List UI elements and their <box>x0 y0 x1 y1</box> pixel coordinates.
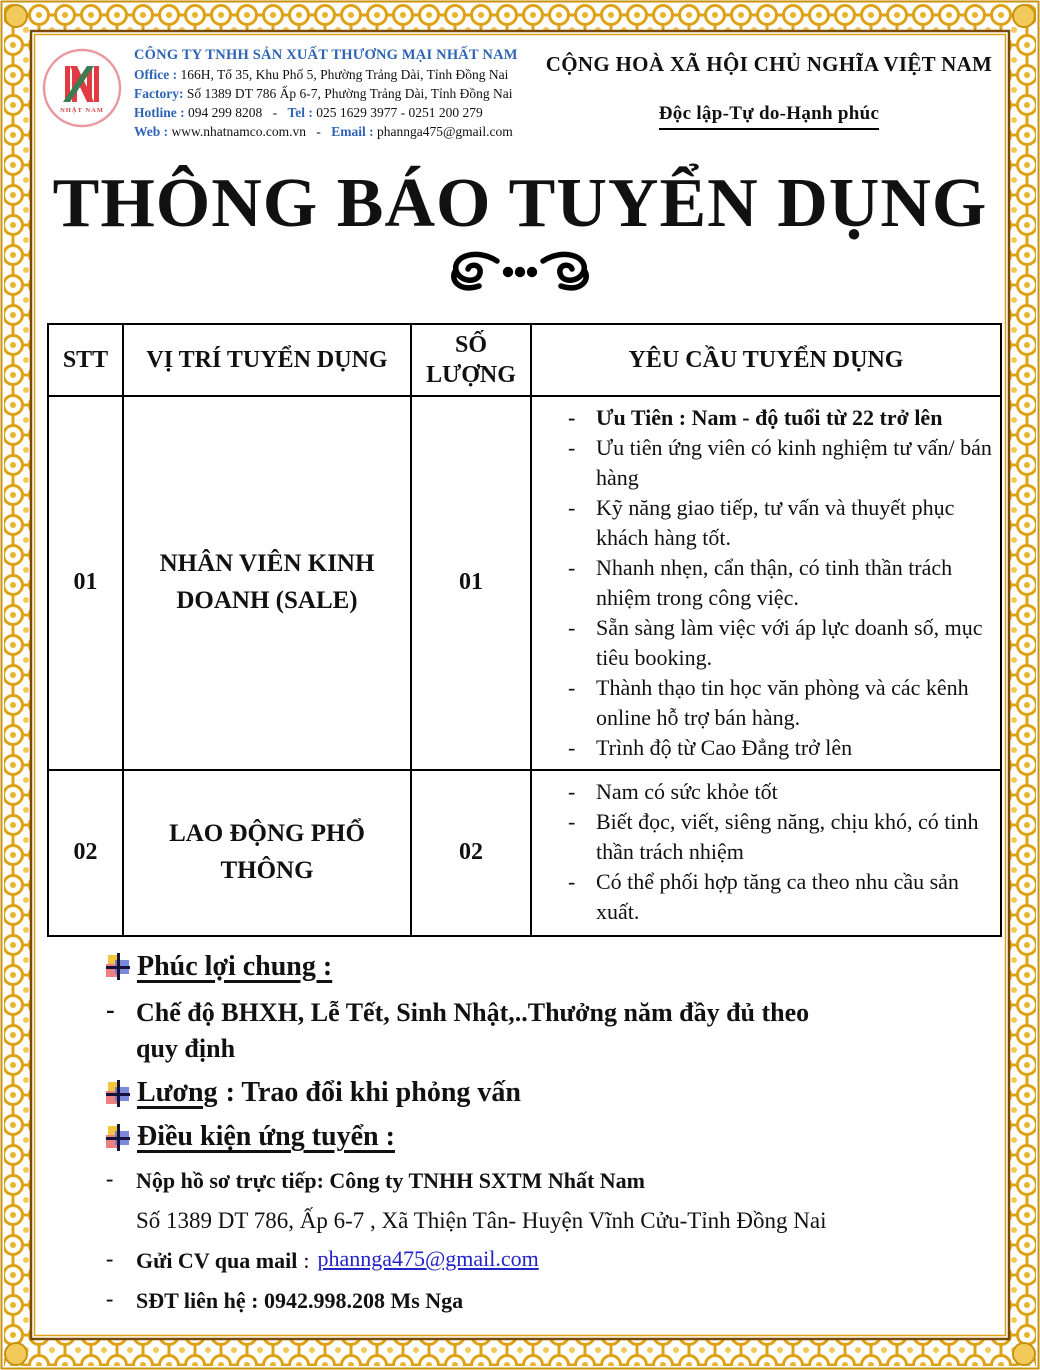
national-header <box>536 44 1002 141</box>
conditions-heading <box>106 1119 1002 1155</box>
requirement-item: - Nhanh nhẹn, cẩn thận, có tinh thần trách nhiệm trong công việc. <box>568 554 953 610</box>
company-web-line <box>134 122 536 141</box>
stt-cell: 01 <box>48 396 123 770</box>
requirements-cell <box>531 770 1001 936</box>
salary-text: : Trao đổi khi phỏng vấn <box>225 1076 521 1108</box>
salary-label: Lương <box>137 1076 218 1108</box>
email-link[interactable]: phannga475@gmail.com <box>317 1245 539 1271</box>
requirement-item: - Ưu Tiên : Nam - độ tuổi từ 22 trở lên <box>568 404 943 430</box>
column-header-quantity: SỐ LƯỢNG <box>411 324 531 396</box>
table-header-row <box>48 324 1001 396</box>
stt-cell: 02 <box>48 770 123 936</box>
email-label: Email : <box>331 124 374 139</box>
requirements-list <box>532 775 996 929</box>
apply-direct-line: - Nộp hồ sơ trực tiếp: Công ty TNHH SXTM Nhất Nam <box>106 1165 645 1193</box>
separator-dash: - <box>316 124 321 139</box>
quantity-cell: 02 <box>411 770 531 936</box>
colored-plus-bullet-icon <box>106 1080 132 1107</box>
position-cell: NHÂN VIÊN KINH DOANH (SALE) <box>123 396 411 770</box>
requirement-item: - Biết đọc, viết, siêng năng, chịu khó, có tinh thần trách nhiệm <box>568 808 979 864</box>
recruitment-table <box>47 323 1002 937</box>
company-factory-line <box>134 84 536 103</box>
office-label: Office : <box>134 67 178 82</box>
national-title: CỘNG HOÀ XÃ HỘI CHỦ NGHĨA VIỆT NAM <box>545 52 993 76</box>
company-office-line <box>134 65 536 84</box>
logo-text: NHẬT NAM <box>60 107 104 114</box>
column-header-stt: STT <box>48 324 123 396</box>
requirements-cell <box>531 396 1001 770</box>
column-header-requirements: YÊU CẦU TUYỂN DỤNG <box>531 324 1001 396</box>
national-motto: Độc lập-Tự do-Hạnh phúc <box>659 103 880 130</box>
requirement-item: - Trình độ từ Cao Đẳng trở lên <box>568 734 853 760</box>
web-label: Web : <box>134 124 169 139</box>
requirement-item: - Kỹ năng giao tiếp, tư vấn và thuyết phục khách hàng tốt. <box>568 494 955 550</box>
requirements-list <box>532 401 996 765</box>
requirement-item: - Thành thạo tin học văn phòng và các kênh online hỗ trợ bán hàng. <box>568 674 969 730</box>
separator-dash: - <box>272 105 278 120</box>
address-line: Số 1389 DT 786, Ấp 6-7 , Xã Thiện Tân- Huyện Vĩnh Cửu-Tỉnh Đồng Nai <box>136 1207 827 1233</box>
company-phone-line <box>134 103 536 122</box>
company-info <box>134 46 536 141</box>
factory-label: Factory: <box>134 86 184 101</box>
tel-label: Tel : <box>287 105 313 120</box>
colored-plus-bullet-icon <box>106 1124 132 1151</box>
requirement-item: - Nam có sức khỏe tốt <box>568 778 778 804</box>
position-cell: LAO ĐỘNG PHỔ THÔNG <box>123 770 411 936</box>
web-value: www.nhatnamco.com.vn <box>171 124 306 139</box>
benefits-heading <box>106 949 1002 985</box>
phone-line: - SĐT liên hệ : 0942.998.208 Ms Nga <box>106 1285 464 1313</box>
floral-divider-icon <box>38 251 1002 299</box>
office-value: 166H, Tổ 35, Khu Phố 5, Phường Trảng Dài, Tỉnh Đồng Nai <box>180 67 509 82</box>
table-row <box>48 770 1001 936</box>
colored-plus-bullet-icon <box>106 953 132 980</box>
requirement-item: - Sẵn sàng làm việc với áp lực doanh số, mục tiêu booking. <box>568 614 983 670</box>
benefits-heading-text: Phúc lợi chung : <box>137 950 333 982</box>
salary-heading <box>106 1075 1002 1111</box>
company-name: CÔNG TY TNHH SẢN XUẤT THƯƠNG MẠI NHẤT NAM <box>134 47 518 63</box>
send-cv-label: Gửi CV qua mail <box>136 1247 298 1273</box>
send-cv-separator: : <box>303 1247 310 1273</box>
page-title: THÔNG BÁO TUYỂN DỤNG <box>52 165 988 242</box>
nhat-nam-logo-icon <box>40 44 126 141</box>
conditions-heading-text: Điều kiện ứng tuyển : <box>137 1121 395 1153</box>
requirement-item: - Có thể phối hợp tăng ca theo nhu cầu sản xuất. <box>568 868 959 924</box>
factory-value: Số 1389 DT 786 Ấp 6-7, Phường Trảng Dài, Tỉnh Đồng Nai <box>186 86 513 101</box>
hotline-value: 094 299 8208 <box>188 105 263 120</box>
quantity-cell: 01 <box>411 396 531 770</box>
hotline-label: Hotline : <box>134 105 185 120</box>
letterhead <box>38 44 1002 141</box>
document-content <box>38 38 1002 1332</box>
column-header-position: VỊ TRÍ TUYỂN DỤNG <box>123 324 411 396</box>
table-row <box>48 396 1001 770</box>
email-value: phannga475@gmail.com <box>376 124 513 139</box>
send-cv-line: - Gửi CV qua mail : phannga475@gmail.com <box>106 1246 1002 1276</box>
requirement-item: - Ưu tiên ứng viên có kinh nghiệm tư vấn/ bán hàng <box>568 434 992 490</box>
benefits-item: - Chế độ BHXH, Lễ Tết, Sinh Nhật,..Thưởng năm đầy đủ theo quy định <box>106 994 810 1063</box>
tel-value: 025 1629 3977 - 0251 200 279 <box>316 105 483 120</box>
footer-notes <box>106 949 1002 1316</box>
